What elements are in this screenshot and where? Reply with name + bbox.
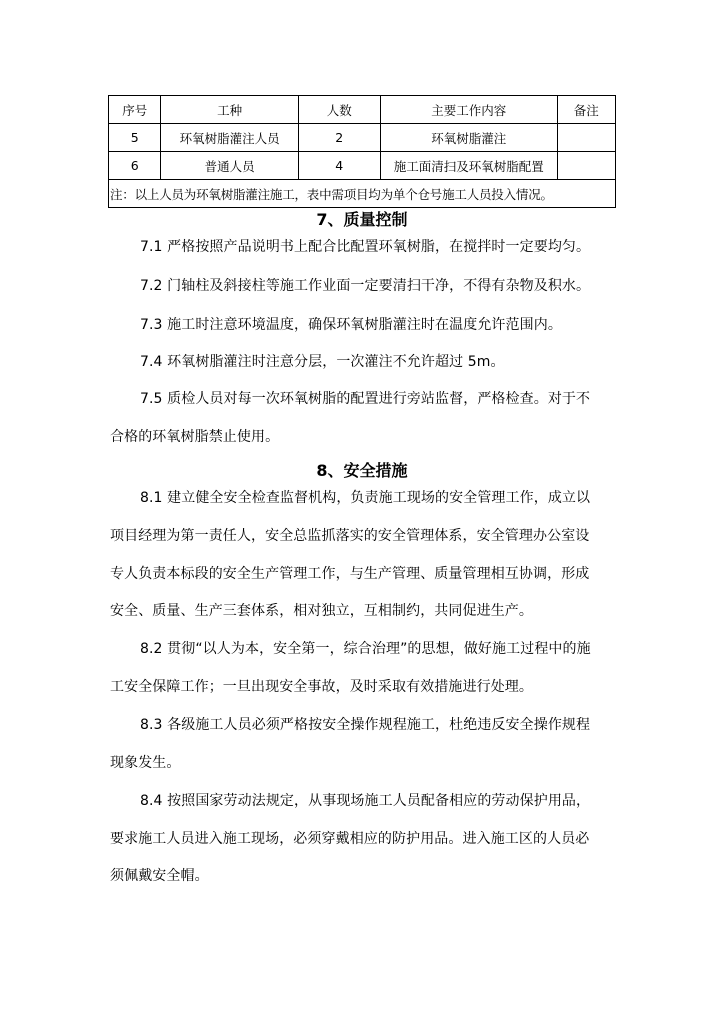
table-cell: 环氧树脂灌注 bbox=[380, 124, 557, 152]
header-cell-count: 人数 bbox=[298, 96, 380, 124]
header-cell-job: 工种 bbox=[161, 96, 298, 124]
section-8-line: 须佩戴安全帽。 bbox=[110, 868, 209, 884]
table-cell: 环氧树脂灌注人员 bbox=[161, 124, 298, 152]
table-cell bbox=[557, 124, 615, 152]
section-8-line: 8.2 贯彻“以人为本，安全第一，综合治理”的思想，做好施工过程中的施 bbox=[140, 641, 591, 657]
section-8-line: 工安全保障工作；一旦出现安全事故，及时采取有效措施进行处理。 bbox=[110, 679, 533, 695]
table-cell: 6 bbox=[109, 152, 161, 180]
table-note: 注：以上人员为环氧树脂灌注施工，表中需项目均为单个仓号施工人员投入情况。 bbox=[109, 180, 616, 208]
table-cell: 2 bbox=[298, 124, 380, 152]
table-cell: 5 bbox=[109, 124, 161, 152]
table-header-row bbox=[109, 96, 616, 124]
table-cell: 4 bbox=[298, 152, 380, 180]
table-note-row bbox=[109, 180, 616, 208]
section-8-line: 要求施工人员进入施工现场，必须穿戴相应的防护用品。进入施工区的人员必 bbox=[110, 831, 590, 847]
section-8-line: 专人负责本标段的安全生产管理工作，与生产管理、质量管理相互协调，形成 bbox=[110, 566, 590, 582]
section-8-line: 8.4 按照国家劳动法规定，从事现场施工人员配备相应的劳动保护用品， bbox=[140, 793, 591, 809]
table-cell bbox=[557, 152, 615, 180]
section-7-line: 7.5 质检人员对每一次环氧树脂的配置进行旁站监督，严格检查。对于不 bbox=[140, 391, 591, 407]
section-8-line: 安全、质量、生产三套体系，相对独立，互相制约，共同促进生产。 bbox=[110, 603, 533, 619]
header-cell-index: 序号 bbox=[109, 96, 161, 124]
table-row bbox=[109, 152, 616, 180]
section-7-line: 合格的环氧树脂禁止使用。 bbox=[110, 429, 280, 445]
section-8-title: 8、安全措施 bbox=[316, 461, 408, 480]
header-cell-work: 主要工作内容 bbox=[380, 96, 557, 124]
table-cell: 施工面清扫及环氧树脂配置 bbox=[380, 152, 557, 180]
table-cell: 普通人员 bbox=[161, 152, 298, 180]
section-7-line: 7.3 施工时注意环境温度，确保环氧树脂灌注时在温度允许范围内。 bbox=[140, 317, 562, 333]
section-7-title: 7、质量控制 bbox=[316, 210, 408, 229]
section-7-line: 7.1 严格按照产品说明书上配合比配置环氧树脂，在搅拌时一定要均匀。 bbox=[140, 239, 591, 255]
section-8-line: 项目经理为第一责任人，安全总监抓落实的安全管理体系，安全管理办公室设 bbox=[110, 528, 590, 544]
section-8-line: 8.3 各级施工人员必须严格按安全操作规程施工，杜绝违反安全操作规程 bbox=[140, 717, 591, 733]
section-7-line: 7.4 环氧树脂灌注时注意分层，一次灌注不允许超过 5m。 bbox=[140, 354, 505, 370]
section-8-line: 8.1 建立健全安全检查监督机构，负责施工现场的安全管理工作，成立以 bbox=[140, 490, 591, 506]
table-row bbox=[109, 124, 616, 152]
section-7-line: 7.2 门轴柱及斜接柱等施工作业面一定要清扫干净，不得有杂物及积水。 bbox=[140, 278, 591, 294]
section-8-line: 现象发生。 bbox=[110, 755, 181, 771]
header-cell-remarks: 备注 bbox=[557, 96, 615, 124]
staff-table bbox=[108, 95, 616, 208]
